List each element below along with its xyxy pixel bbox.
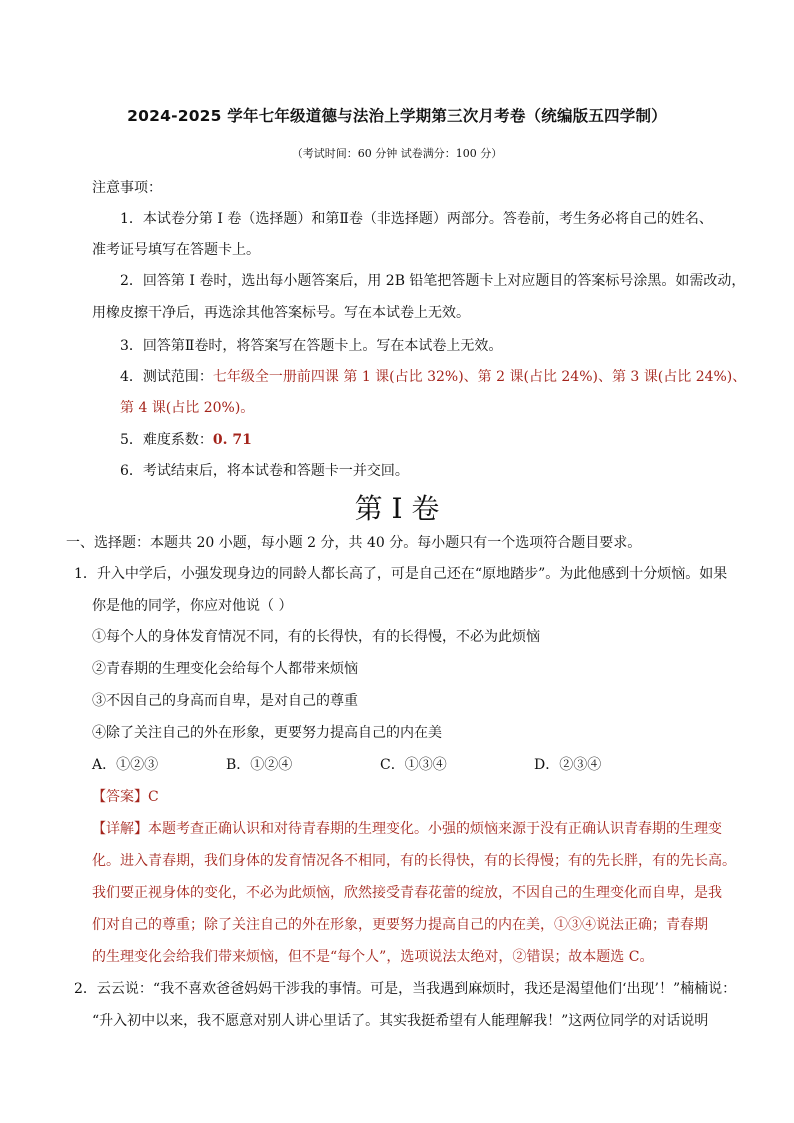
q1-detail-line-4: 们对自己的尊重；除了关注自己的外在形象，更要努力提高自己的内在美，①③④说法正确；青春期	[92, 917, 708, 933]
notice-heading: 注意事项：	[92, 180, 162, 196]
q1-answer: 【答案】C	[92, 789, 159, 805]
q1-detail: 【详解】本题考查正确认识和对待青春期的生理变化。小强的烦恼来源于没有正确认识青春期的生理变	[92, 821, 722, 837]
notice-item-2-cont: 用橡皮擦干净后，再选涂其他答案标号。写在本试卷上无效。	[92, 305, 470, 321]
q1-detail-line-2: 化。进入青春期，我们身体的发育情况各不相同，有的长得快，有的长得慢；有的先长胖，有的先长高。	[92, 853, 736, 869]
notice-item-6: 6．考试结束后，将本试卷和答题卡一并交回。	[120, 463, 409, 479]
notice-item-1-cont: 准考证号填写在答题卡上。	[92, 242, 260, 258]
q1-statement-2: ②青春期的生理变化会给每个人都带来烦恼	[92, 661, 358, 677]
q1-statement-4: ④除了关注自己的外在形象，更要努力提高自己的内在美	[92, 725, 442, 741]
q1-stem: 1．升入中学后，小强发现身边的同龄人都长高了，可是自己还在“原地踏步”。为此他感到十分烦恼。如果	[74, 566, 728, 582]
q1-option-d: D．②③④	[534, 757, 602, 773]
section-title: 第 I 卷	[354, 492, 440, 525]
q1-option-a: A．①②③	[92, 757, 159, 773]
difficulty-value: 0. 71	[212, 432, 252, 448]
q1-statement-3: ③不因自己的身高而自卑，是对自己的尊重	[92, 693, 358, 709]
q2-stem: 2．云云说：“我不喜欢爸爸妈妈干涉我的事情。可是，当我遇到麻烦时，我还是渴望他们‘出现’！”楠楠说：	[74, 981, 737, 997]
exam-title: 2024-2025 学年七年级道德与法治上学期第三次月考卷（统编版五四学制）	[127, 107, 667, 125]
section-instruction: 一、选择题：本题共 20 小题，每小题 2 分，共 40 分。每小题只有一个选项符合题目要求。	[66, 535, 642, 551]
notice-item-5	[120, 431, 252, 449]
q1-option-b: B．①②④	[226, 757, 293, 773]
notice-item-4	[120, 368, 746, 386]
notice-item-5-label: 5．难度系数：	[120, 432, 213, 448]
notice-item-2: 2．回答第 I 卷时，选出每小题答案后，用 2B 铅笔把答题卡上对应题目的答案标号涂黑。如需改动，	[120, 273, 746, 289]
notice-item-4-label: 4．测试范围：	[120, 369, 213, 385]
test-scope: 七年级全一册前四课 第 1 课(占比 32%)、第 2 课(占比 24%)、第 3 课(占比 24%)、	[212, 369, 747, 385]
notice-item-3: 3．回答第Ⅱ卷时，将答案写在答题卡上。写在本试卷上无效。	[120, 338, 503, 354]
q1-statement-1: ①每个人的身体发育情况不同，有的长得快，有的长得慢，不必为此烦恼	[92, 629, 540, 645]
notice-item-1: 1．本试卷分第 I 卷（选择题）和第Ⅱ卷（非选择题）两部分。答卷前，考生务必将自己的姓名、	[120, 211, 713, 227]
q1-option-c: C．①③④	[380, 757, 447, 773]
q2-stem-cont: “升入初中以来，我不愿意对别人讲心里话了。其实我挺希望有人能理解我！”这两位同学的对话说明	[92, 1013, 709, 1029]
test-scope-cont: 第 4 课(占比 20%)。	[120, 400, 255, 416]
q1-detail-line-3: 我们要正视身体的变化，不必为此烦恼，欣然接受青春花蕾的绽放，不因自己的生理变化而自卑，是我	[92, 885, 722, 901]
exam-subtitle: （考试时间：60 分钟 试卷满分：100 分）	[291, 147, 503, 160]
q1-stem-cont: 你是他的同学，你应对他说（ ）	[92, 598, 293, 614]
q1-detail-line-5: 的生理变化会给我们带来烦恼，但不是“每个人”，选项说法太绝对，②错误；故本题选 C。	[92, 949, 654, 965]
